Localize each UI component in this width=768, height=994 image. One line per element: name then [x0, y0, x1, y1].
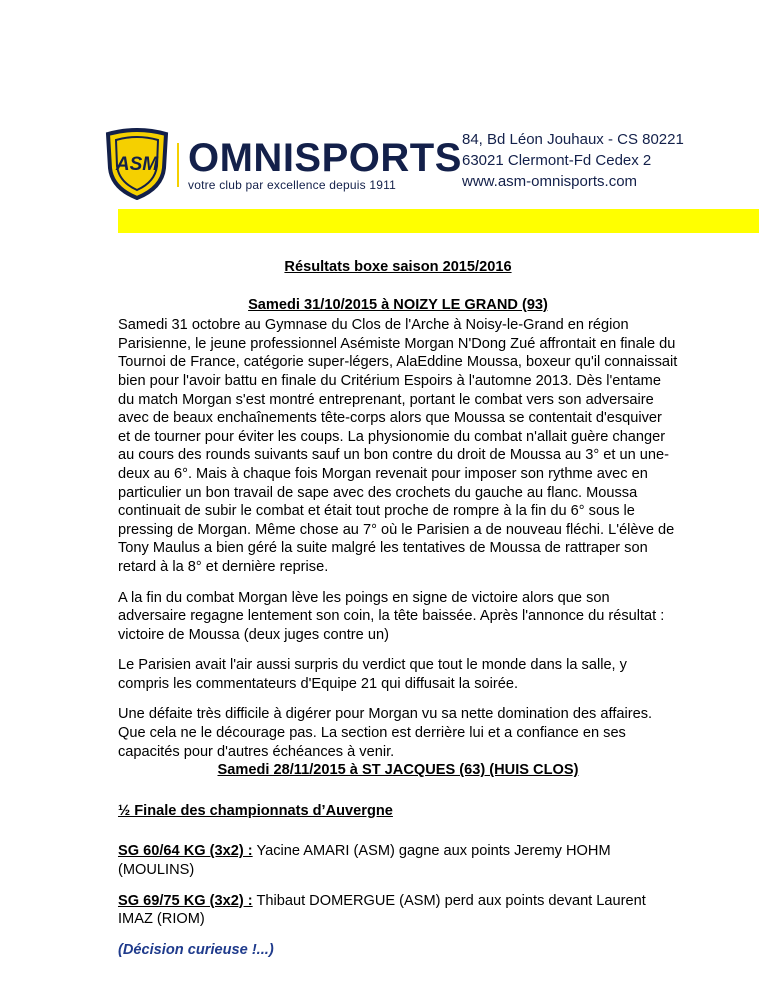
- event2-subheading: ½ Finale des championnats d’Auvergne: [118, 802, 393, 819]
- fight-result: [118, 892, 678, 929]
- yellow-band: [118, 209, 759, 233]
- brand-divider: [177, 143, 179, 187]
- asm-shield-logo: [104, 128, 170, 200]
- brand-name: OMNISPORTS: [188, 136, 462, 180]
- event1-paragraph: Une défaite très difficile à digérer pour Morgan vu sa nette domination des affaires. Que cela ne le décourage pas. La section est derrière lui et a confiance en ses capacités pour d'autres échéances à venir.: [118, 706, 653, 760]
- address-city: 63021 Clermont-Fd Cedex 2: [462, 152, 652, 169]
- website-link[interactable]: www.asm-omnisports.com: [462, 173, 638, 190]
- event1-paragraph: Le Parisien avait l'air aussi surpris du verdict que tout le monde dans la salle, y compris les commentateurs d'Equipe 21 qui diffusait la soirée.: [118, 657, 627, 692]
- letterhead: [104, 125, 759, 205]
- fight-result: [118, 842, 678, 879]
- logo-text: ASM: [115, 154, 159, 175]
- address-street: 84, Bd Léon Jouhaux - CS 80221: [462, 131, 684, 148]
- event2-heading: Samedi 28/11/2015 à ST JACQUES (63) (HUIS CLOS): [217, 762, 579, 779]
- event1-paragraph: A la fin du combat Morgan lève les poings en signe de victoire alors que son adversaire regagne lentement son coin, la tête baissée. Après l'annonce du résultat : victoire de Moussa (deux juges contre un): [118, 589, 665, 643]
- club-address: [462, 129, 684, 192]
- event1-paragraph: Samedi 31 octobre au Gymnase du Clos de l'Arche à Noisy-le-Grand en région Parisienne, le jeune professionnel Asémiste Morgan N'Dong Zué affrontait en finale du Tournoi de France, catégorie super-légers, AlaEddine Moussa, boxeur qu'il connaissait bien pour l'avoir battu en finale du Critérium Espoirs à l'automne 2013. Dès l'entame du match Morgan s'est montré entreprenant, portant le combat vers son adversaire avec de beaux enchaînements tête-corps alors que Moussa se contentait d'esquiver et de tourner pour éviter les coups. La physionomie du combat n'allait guère changer au cours des rounds suivants sauf un bon contre du droit de Moussa au 3° et un une-deux au 6°. Mais à chaque fois Morgan revenait pour imposer son rythme avec en particulier un bon travail de sape avec des crochets du gauche au flanc. Moussa continuait de subir le combat et était tout proche de rompre à la fin du 6° sous le pressing de Morgan. Même chose au 7° où le Parisien a de nouveau fléchi. L'élève de Tony Maulus a bien géré la suite malgré les tentatives de Moussa de rattraper son retard à la 8° et dernière reprise.: [118, 317, 678, 575]
- brand-tagline: votre club par excellence depuis 1911: [188, 178, 396, 192]
- fight-outcome: Yacine AMARI (ASM) gagne aux points Jeremy HOHM (MOULINS): [118, 843, 611, 879]
- document-body: [118, 258, 678, 959]
- event1-heading: Samedi 31/10/2015 à NOIZY LE GRAND (93): [248, 296, 548, 313]
- decision-comment: (Décision curieuse !...): [118, 941, 274, 958]
- document-title: Résultats boxe saison 2015/2016: [284, 259, 512, 275]
- fight-category: SG 69/75 KG (3x2) :: [118, 892, 253, 909]
- fight-category: SG 60/64 KG (3x2) :: [118, 843, 253, 860]
- fight-outcome: Thibaut DOMERGUE (ASM) perd aux points devant Laurent IMAZ (RIOM): [118, 892, 646, 928]
